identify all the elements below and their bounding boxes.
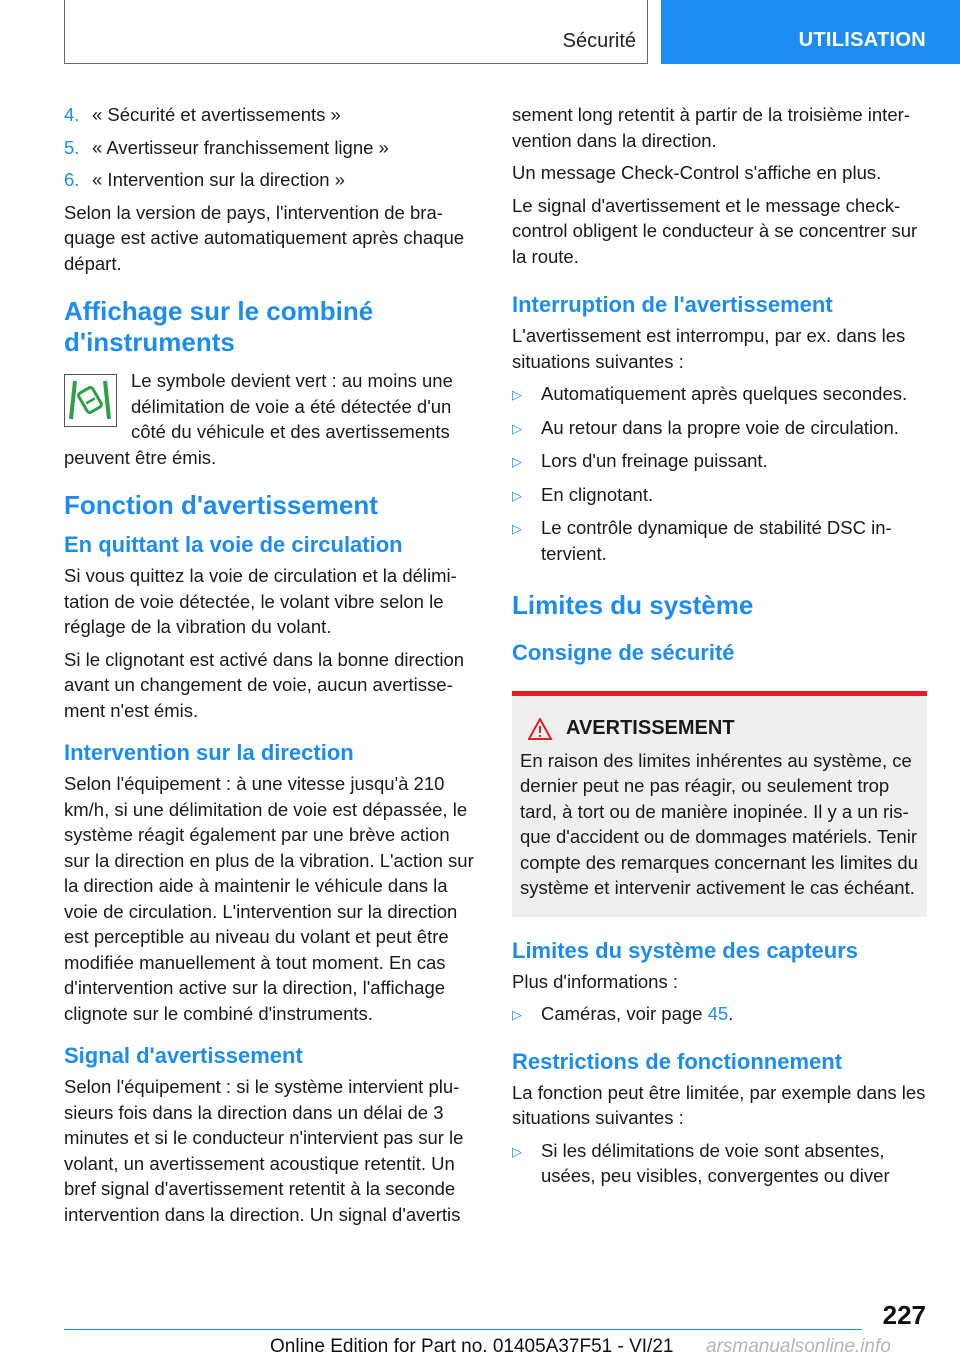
left-column: [64, 102, 479, 1234]
warning-title: AVERTISSEMENT: [566, 717, 735, 739]
triangle-bullet-icon: ▷: [512, 387, 522, 402]
interrupt-paragraph: L'avertissement est interrompu, par ex. dans les situations suivantes :: [512, 325, 906, 372]
item-text: Si les délimitations de voie sont absentes, usées, peu visibles, convergentes ou diver: [541, 1139, 890, 1186]
intro-paragraph: Selon la version de pays, l'intervention de braquage est active automatiquement après chaque départ.: [64, 201, 465, 274]
page-number: 227: [882, 1300, 926, 1330]
warning-title-row: [528, 716, 919, 742]
leaving-lane-heading: En quittant la voie de circulation: [64, 532, 403, 557]
triangle-bullet-icon: ▷: [512, 521, 522, 536]
header-section-title: Sécurité: [562, 30, 636, 52]
item-number: 4.: [64, 104, 80, 125]
item-number: 5.: [64, 136, 80, 158]
list-item: [512, 381, 927, 408]
sensor-heading: Limites du système des capteurs: [512, 937, 859, 963]
list-item: [512, 1138, 927, 1189]
safety-heading: Consigne de sécurité: [512, 640, 735, 665]
steering-heading: Intervention sur la direction: [64, 740, 354, 765]
warning-triangle-icon: [528, 718, 552, 740]
page-link[interactable]: 45: [707, 1003, 729, 1024]
display-icon-block: [64, 368, 479, 470]
item-text: « Sécurité et avertissements »: [92, 104, 341, 125]
item-text: Automatiquement après quelques secondes.: [541, 383, 908, 404]
header-chapter-tab: [661, 0, 960, 64]
list-item: [512, 482, 927, 509]
item-number: 6.: [64, 169, 80, 190]
display-heading: Affichage sur le combiné d'instruments: [64, 296, 374, 357]
restrictions-paragraph: La fonction peut être limitée, par exemple dans les situations suivantes :: [512, 1081, 926, 1128]
restrictions-list: [512, 1138, 927, 1189]
numbered-list: [64, 102, 479, 193]
item-text: En clignotant.: [541, 483, 654, 505]
signal-heading: Signal d'avertissement: [64, 1043, 303, 1068]
item-text: [541, 1001, 733, 1028]
sensor-paragraph: Plus d'informations :: [512, 970, 678, 992]
list-item: [64, 135, 479, 161]
header-chapter-label: UTILISATION: [798, 29, 926, 51]
lane-departure-icon: [64, 374, 117, 427]
steering-paragraph: Selon l'équipement : à une vitesse jusqu'à 210 km/h, si une délimitation de voie est dépassée, le système réagit également par une brève action sur la direction en plus de la vibration. L'action sur la direction aide à maintenir le véhicule dans la voie de circulation. L'intervention sur la direction est perceptible au niveau du volant et peut être modifiée manuellement à tout moment. En cas d'intervention active sur la direction, l'affichage clignote sur le combiné d'instruments.: [64, 773, 474, 1024]
leaving-lane-paragraph-1: Si vous quittez la voie de circulation et la délimitation de voie détectée, le volant vibre selon le réglage de la vibration du volant.: [64, 565, 457, 637]
triangle-bullet-icon: ▷: [512, 420, 522, 436]
continued-paragraph-1: sement long retentit à partir de la troisième intervention dans la direction.: [512, 104, 910, 151]
item-text: « Avertisseur franchissement ligne »: [92, 136, 389, 158]
leaving-lane-paragraph-2: Si le clignotant est activé dans la bonne direction avant un changement de voie, aucun avertissement n'est émis.: [64, 648, 465, 721]
triangle-bullet-icon: ▷: [512, 1143, 522, 1159]
limits-heading: Limites du système: [512, 590, 754, 620]
item-text: « Intervention sur la direction »: [92, 169, 345, 190]
signal-paragraph: Selon l'équipement : si le système intervient plusieurs fois dans la direction dans un délai de 3 minutes et si le conducteur n'intervient pas sur le volant, un avertissement acoustique retentit. Un bref signal d'avertissement retentit à la seconde intervention dans la direction. Un signal d'avertis: [64, 1076, 464, 1225]
list-item: [512, 448, 927, 475]
footer-edition: Online Edition for Part no. 01405A37F51 - VI/21: [270, 1336, 674, 1357]
item-text: Au retour dans la propre voie de circulation.: [541, 416, 899, 438]
list-item: [64, 167, 479, 193]
right-column: [512, 102, 927, 1196]
watermark: arsmanualsonline.info: [706, 1336, 891, 1357]
footer-divider: [64, 1329, 862, 1330]
header-frame: [64, 0, 648, 64]
list-item: [512, 515, 927, 566]
list-item: [512, 415, 927, 442]
triangle-bullet-icon: ▷: [512, 454, 522, 469]
sensor-list: [512, 1001, 927, 1028]
warning-text: En raison des limites inhérentes au système, ce dernier peut ne pas réagir, ou seulement trop tard, à tort ou de manière inopinée. Il y a un risque d'accident ou de dommages matériels. Tenir compte des remarques concernant les limites du système et intervenir activement le cas échéant.: [520, 749, 918, 898]
period: .: [728, 1003, 734, 1024]
continued-paragraph-3: Le signal d'avertissement et le message check-control obligent le conducteur à se concentrer sur la route.: [512, 194, 918, 267]
warning-box: [512, 691, 927, 917]
triangle-bullet-icon: ▷: [512, 487, 522, 503]
interrupt-heading: Interruption de l'avertissement: [512, 292, 833, 317]
cameras-text: Caméras, voir page: [541, 1003, 708, 1024]
display-text: Le symbole devient vert : au moins une délimitation de voie a été détectée d'un côté du véhicule et des avertissements peuvent être émis.: [64, 370, 453, 468]
function-heading: Fonction d'avertissement: [64, 490, 378, 520]
item-text: Lors d'un freinage puissant.: [541, 450, 768, 471]
list-item: [512, 1001, 927, 1028]
triangle-bullet-icon: ▷: [512, 1007, 522, 1022]
item-text: Le contrôle dynamique de stabilité DSC intervient.: [541, 517, 892, 564]
restrictions-heading: Restrictions de fonctionnement: [512, 1048, 843, 1074]
interrupt-list: [512, 381, 927, 566]
list-item: [64, 102, 479, 128]
continued-paragraph-2: Un message Check-Control s'affiche en plus.: [512, 162, 882, 183]
